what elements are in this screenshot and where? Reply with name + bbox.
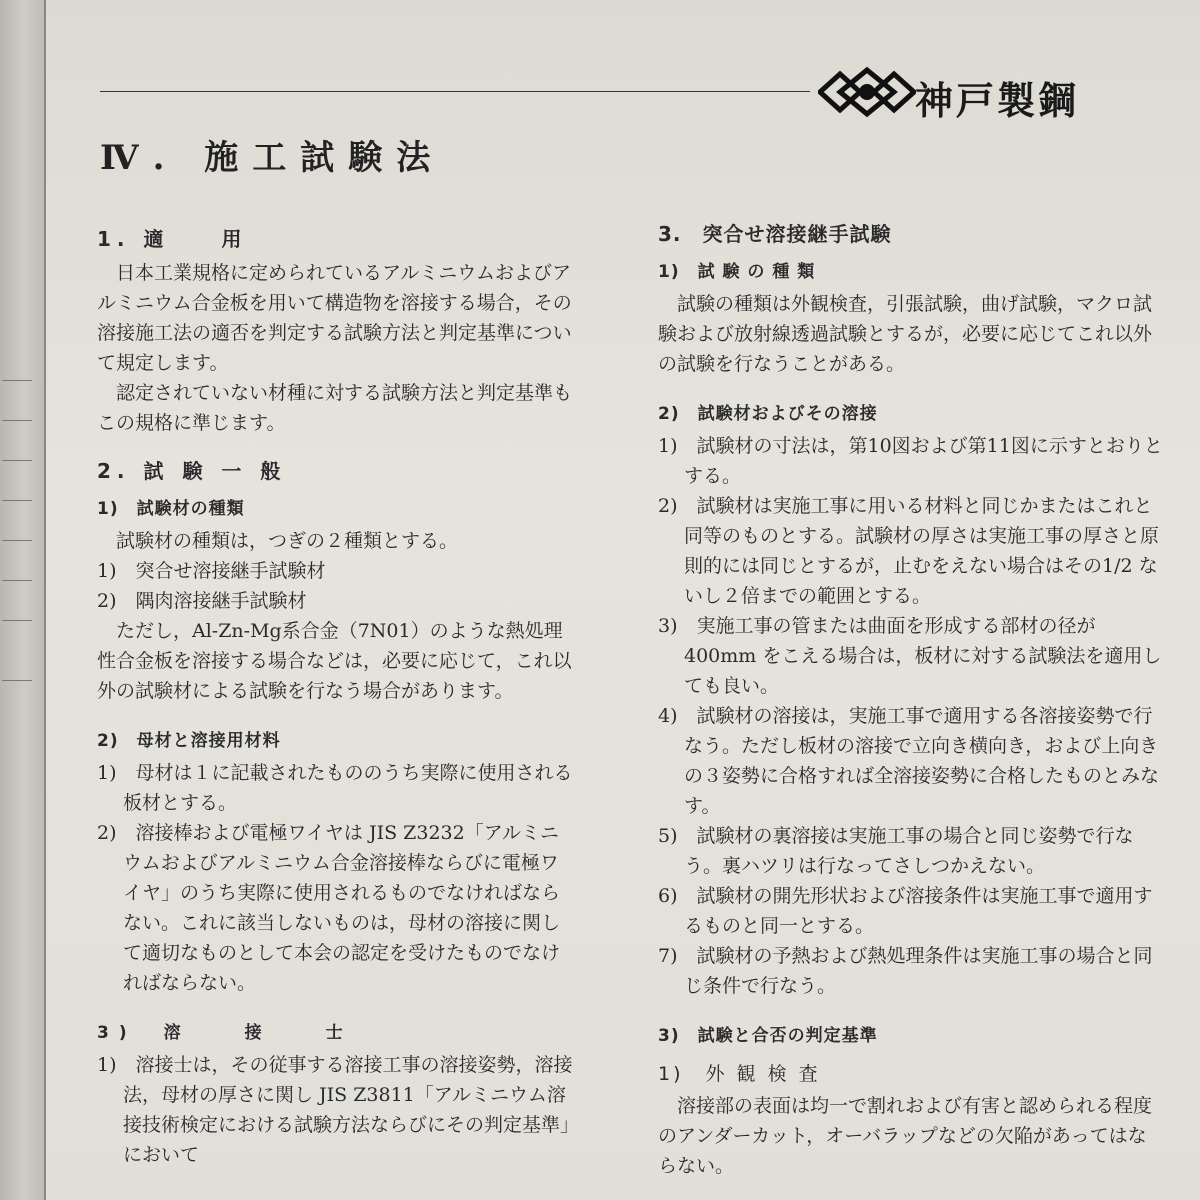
paragraph: ただし，Al-Zn-Mg系合金（7N01）のような熱処理性合金板を溶接する場合などは，必要に応じて，これ以外の試験材による試験を行なう場合があります。 (97, 620, 572, 702)
paragraph: 溶接部の表面は均一で割れおよび有害と認められる程度のアンダーカット，オーバラップなどの欠陥があってはならない。 (658, 1095, 1153, 1177)
subsection-title: 2) 試験材およびその溶接 (658, 404, 878, 424)
paragraph: 日本工業規格に定められているアルミニウムおよびアルミニウム合金板を用いて構造物を溶接する場合，その溶接施工法の適否を判定する試験方法と判定基準について規定します。 (97, 262, 572, 374)
subsection-title: 1) 外 観 検 査 (658, 1063, 821, 1085)
list-item: 2) 隅肉溶接継手試験材 (97, 590, 307, 612)
header-rule (100, 91, 810, 92)
list-item: 2) 溶接棒および電極ワイヤは JIS Z3232「アルミニウムおよびアルミニウム合金溶接棒ならびに電極ワイヤ」のうち実際に使用されるものでなければならない。これに該当しないものは，母材の溶接に関して適切なものとして本会の認定を受けたものでなければならない。 (97, 822, 561, 994)
brand-name: 神戸製鋼 (915, 79, 1080, 123)
list-item: 1) 溶接士は，その従事する溶接工事の溶接姿勢，溶接法，母材の厚さに関し JIS Z3811「アルミニウム溶接技術検定における試験方法ならびにその判定基準」において (97, 1054, 573, 1166)
list-item: 1) 母材は１に記載されたもののうち実際に使用される板材とする。 (97, 762, 573, 814)
list-item: 2) 試験材は実施工事に用いる材料と同じかまたはこれと同等のものとする。試験材の厚さは実施工事の厚さと原則的には同じとするが，止むをえない場合はその1/2 ないし２倍までの範囲とする。 (658, 495, 1160, 607)
list-item: 1) 試験材の寸法は，第10図および第11図に示すとおりとする。 (658, 435, 1163, 487)
right-column (658, 213, 1163, 1181)
list-item: 5) 試験材の裏溶接は実施工事の場合と同じ姿勢で行なう。裏ハツリは行なってさしつかえない。 (658, 825, 1134, 877)
subsection-title: 2) 母材と溶接用材料 (97, 731, 281, 751)
section-title-butt-weld: 3. 突合せ溶接継手試験 (658, 222, 892, 246)
list-item: 7) 試験材の予熱および熱処理条件は実施工事の場合と同じ条件で行なう。 (658, 945, 1153, 997)
paragraph: 試験の種類は外観検査，引張試験，曲げ試験，マクロ試験および放射線透過試験とするが，必要に応じてこれ以外の試験を行なうことがある。 (658, 293, 1153, 375)
kobe-steel-logo-icon (818, 66, 916, 118)
paragraph: 認定されていない材種に対する試験方法と判定基準もこの規格に準じます。 (97, 382, 573, 434)
chapter-title: Ⅳ. 施工試験法 (100, 138, 445, 178)
section-title-general: 2. 試 験 一 般 (97, 459, 287, 483)
list-item: 3) 実施工事の管または曲面を形成する部材の径が 400mm をこえる場合は，板材に対する試験法を適用しても良い。 (658, 615, 1162, 697)
subsection-title: 1) 試験材の種類 (97, 499, 245, 519)
subsection-title: 1) 試 験 の 種 類 (658, 262, 816, 282)
list-item: 1) 突合せ溶接継手試験材 (97, 560, 326, 582)
paragraph: 試験材の種類は，つぎの２種類とする。 (116, 530, 459, 552)
list-item: 6) 試験材の開先形状および溶接条件は実施工事で適用するものと同一とする。 (658, 885, 1153, 937)
list-item: 4) 試験材の溶接は，実施工事で適用する各溶接姿勢で行なう。ただし板材の溶接で立向き横向き，および上向きの３姿勢に合格すれば全溶接姿勢に合格したものとみなす。 (658, 705, 1160, 817)
subsection-title: 3) 溶 接 士 (97, 1023, 353, 1043)
previous-page-edge (0, 0, 46, 1200)
left-column (97, 218, 575, 1170)
subsection-title: 3) 試験と合否の判定基準 (658, 1026, 878, 1046)
section-title-application: 1. 適 用 (97, 227, 248, 251)
